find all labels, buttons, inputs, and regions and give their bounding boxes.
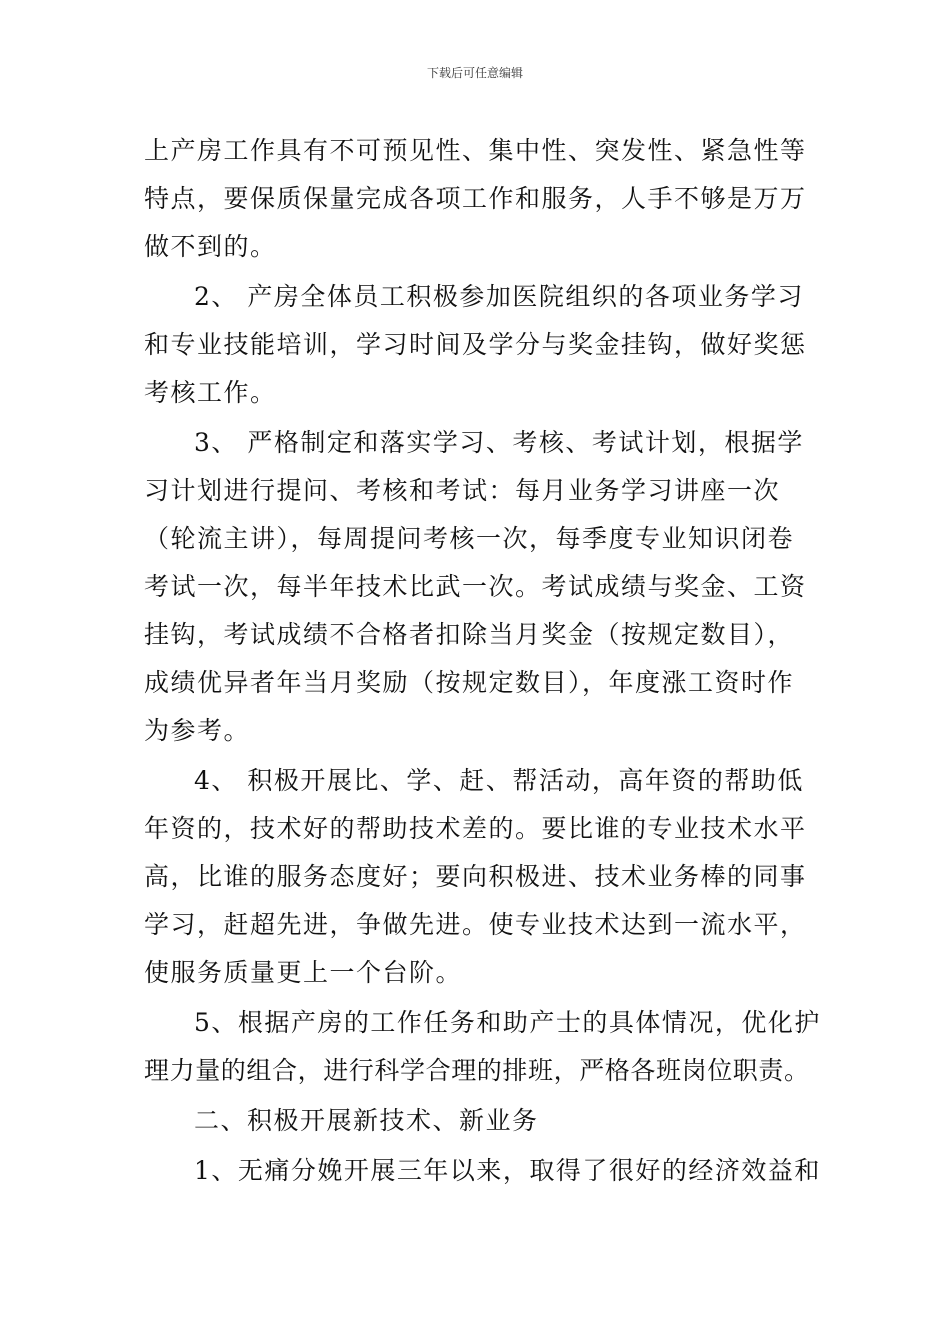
text-line: 考试一次，每半年技术比武一次。考试成绩与奖金、工资 [144, 572, 807, 601]
text-line: 5、根据产房的工作任务和助产士的具体情况，优化护 [194, 1008, 821, 1037]
text-line: 做不到的。 [144, 232, 277, 261]
text-line: 学习，赶超先进，争做先进。使专业技术达到一流水平， [144, 910, 807, 939]
text-line: 2、 产房全体员工积极参加医院组织的各项业务学习 [194, 282, 804, 311]
paragraph [144, 1147, 824, 1195]
text-line: 理力量的组合，进行科学合理的排班，严格各班岗位职责。 [144, 1056, 810, 1085]
paragraph [144, 999, 824, 1095]
paragraph [144, 419, 824, 755]
text-line: 习计划进行提问、考核和考试：每月业务学习讲座一次 [144, 476, 781, 505]
document-body [144, 127, 824, 1197]
text-line: 高，比谁的服务态度好；要向积极进、技术业务棒的同事 [144, 862, 807, 891]
text-line: 考核工作。 [144, 378, 277, 407]
paragraph [144, 273, 824, 417]
text-line: 上产房工作具有不可预见性、集中性、突发性、紧急性等 [144, 136, 807, 165]
text-line: 4、 积极开展比、学、赶、帮活动，高年资的帮助低 [194, 766, 804, 795]
text-line: 1、无痛分娩开展三年以来，取得了很好的经济效益和 [194, 1156, 821, 1185]
text-line: 3、 严格制定和落实学习、考核、考试计划，根据学 [194, 428, 804, 457]
text-line: 使服务质量更上一个台阶。 [144, 958, 463, 987]
text-line: 成绩优异者年当月奖励（按规定数目），年度涨工资时作 [144, 668, 795, 697]
text-line: 年资的，技术好的帮助技术差的。要比谁的专业技术水平 [144, 814, 807, 843]
text-line: 二、积极开展新技术、新业务 [194, 1106, 539, 1135]
text-line: 挂钩，考试成绩不合格者扣除当月奖金（按规定数目）， [144, 620, 795, 649]
text-line: 和专业技能培训，学习时间及学分与奖金挂钩，做好奖惩 [144, 330, 807, 359]
paragraph [144, 757, 824, 997]
text-line: （轮流主讲），每周提问考核一次，每季度专业知识闭卷 [144, 524, 795, 553]
section-heading [144, 1097, 824, 1145]
text-line: 特点，要保质保量完成各项工作和服务，人手不够是万万 [144, 184, 807, 213]
paragraph [144, 127, 824, 271]
text-line: 为参考。 [144, 716, 251, 745]
page-header: 下载后可任意编辑 [426, 66, 523, 80]
